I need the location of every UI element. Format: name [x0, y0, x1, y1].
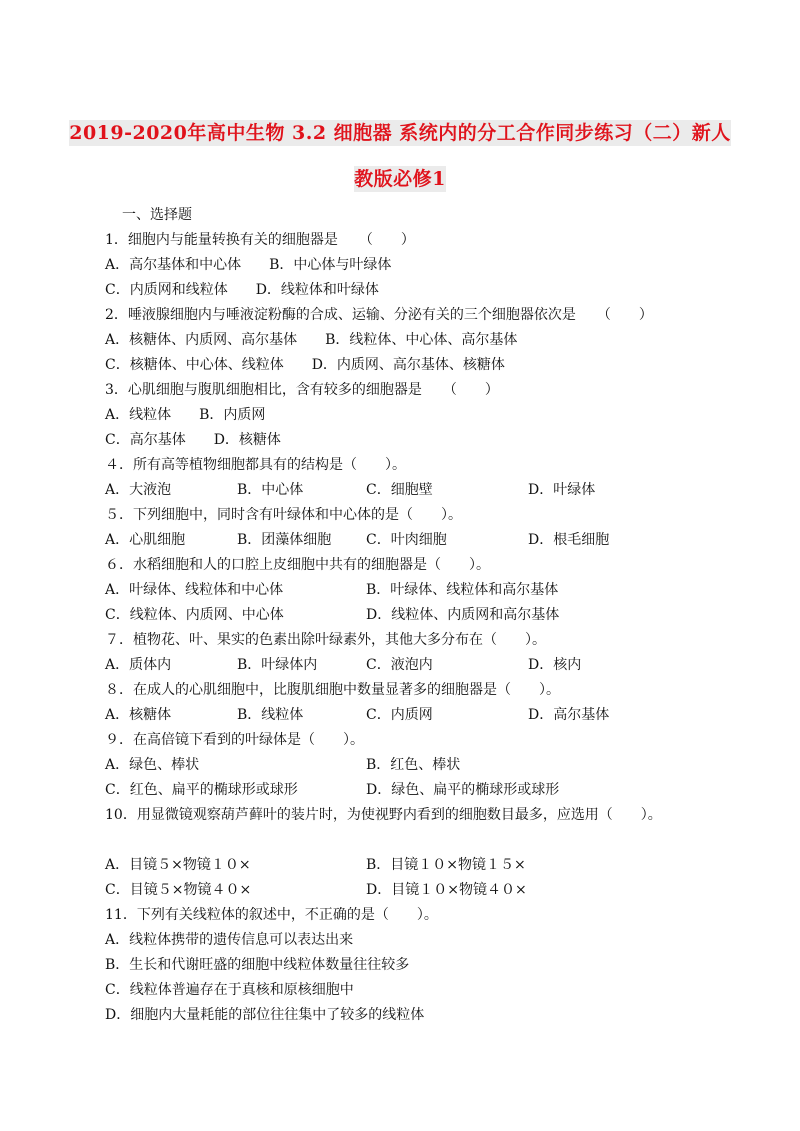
question-2-options-cd: C．核糖体、中心体、线粒体 D．内质网、高尔基体、核糖体	[105, 357, 505, 373]
question-6-option-b: B．叶绿体、线粒体和高尔基体	[366, 582, 559, 598]
question-7-option-b: B．叶绿体内	[237, 657, 318, 673]
question-8-stem: ８．在成人的心肌细胞中，比腹肌细胞中数量显著多的细胞器是（ ）。	[105, 682, 560, 698]
question-10-option-d: D．目镜１０×物镜４０×	[366, 882, 527, 898]
question-8-option-a: A．核糖体	[105, 707, 172, 723]
question-9-option-d: D．绿色、扁平的椭球形或球形	[366, 782, 560, 798]
question-4-option-b: B．中心体	[237, 482, 304, 498]
question-6-stem: ６．水稻细胞和人的口腔上皮细胞中共有的细胞器是（ ）。	[105, 557, 490, 573]
question-4-option-c: C．细胞壁	[366, 482, 433, 498]
question-1-options-ab: A．高尔基体和中心体 B．中心体与叶绿体	[105, 257, 392, 273]
question-9-option-a: A．绿色、棒状	[105, 757, 200, 773]
question-10-option-c: C．目镜５×物镜４０×	[105, 882, 252, 898]
question-6-option-d: D．线粒体、内质网和高尔基体	[366, 607, 560, 623]
section-heading: 一、选择题	[122, 207, 192, 223]
question-4-stem: ４．所有高等植物细胞都具有的结构是（ ）。	[105, 457, 406, 473]
document-title-line-2: 教版必修1	[354, 168, 446, 190]
question-9-option-b: B．红色、棒状	[366, 757, 461, 773]
question-7-stem: ７．植物花、叶、果实的色素出除叶绿素外，其他大多分布在（ ）。	[105, 632, 546, 648]
question-5-option-b: B．团藻体细胞	[237, 532, 332, 548]
question-4-option-d: D．叶绿体	[528, 482, 596, 498]
question-8-option-c: C．内质网	[366, 707, 433, 723]
question-8-option-b: B．线粒体	[237, 707, 304, 723]
question-5-option-c: C．叶肉细胞	[366, 532, 447, 548]
question-5-option-a: A．心肌细胞	[105, 532, 186, 548]
question-3-stem: 3．心肌细胞与腹肌细胞相比，含有较多的细胞器是 （ ）	[105, 382, 499, 398]
question-11-option-a: A．线粒体携带的遗传信息可以表达出来	[105, 932, 354, 948]
question-10-option-b: B．目镜１０×物镜１５×	[366, 857, 526, 873]
question-6-option-a: A．叶绿体、线粒体和中心体	[105, 582, 284, 598]
question-2-options-ab: A．核糖体、内质网、高尔基体 B．线粒体、中心体、高尔基体	[105, 332, 518, 348]
question-5-option-d: D．根毛细胞	[528, 532, 610, 548]
question-11-option-c: C．线粒体普遍存在于真核和原核细胞中	[105, 982, 354, 998]
question-7-option-c: C．液泡内	[366, 657, 433, 673]
question-10-option-a: A．目镜５×物镜１０×	[105, 857, 251, 873]
question-1-stem: 1．细胞内与能量转换有关的细胞器是 （ ）	[105, 232, 415, 248]
question-11-option-d: D．细胞内大量耗能的部位往往集中了较多的线粒体	[105, 1007, 425, 1023]
question-3-options-ab: A．线粒体 B．内质网	[105, 407, 266, 423]
question-7-option-d: D．核内	[528, 657, 582, 673]
question-11-stem: 11．下列有关线粒体的叙述中，不正确的是（ ）。	[105, 907, 438, 923]
question-2-stem: 2．唾液腺细胞内与唾液淀粉酶的合成、运输、分泌有关的三个细胞器依次是 （ ）	[105, 307, 653, 323]
question-5-stem: ５．下列细胞中，同时含有叶绿体和中心体的是（ ）。	[105, 507, 462, 523]
question-8-option-d: D．高尔基体	[528, 707, 610, 723]
question-7-option-a: A．质体内	[105, 657, 172, 673]
question-6-option-c: C．线粒体、内质网、中心体	[105, 607, 284, 623]
question-9-option-c: C．红色、扁平的椭球形或球形	[105, 782, 298, 798]
question-10-stem: 10．用显微镜观察葫芦藓叶的装片时，为使视野内看到的细胞数目最多，应选用（ ）。	[105, 807, 662, 823]
document-title-line-1: 2019-2020年高中生物 3.2 细胞器 系统内的分工合作同步练习（二）新人	[69, 122, 731, 144]
question-3-options-cd: C．高尔基体 D．核糖体	[105, 432, 281, 448]
question-11-option-b: B．生长和代谢旺盛的细胞中线粒体数量往往较多	[105, 957, 410, 973]
question-4-option-a: A．大液泡	[105, 482, 172, 498]
question-9-stem: ９．在高倍镜下看到的叶绿体是（ ）。	[105, 732, 364, 748]
question-1-options-cd: C．内质网和线粒体 D．线粒体和叶绿体	[105, 282, 379, 298]
